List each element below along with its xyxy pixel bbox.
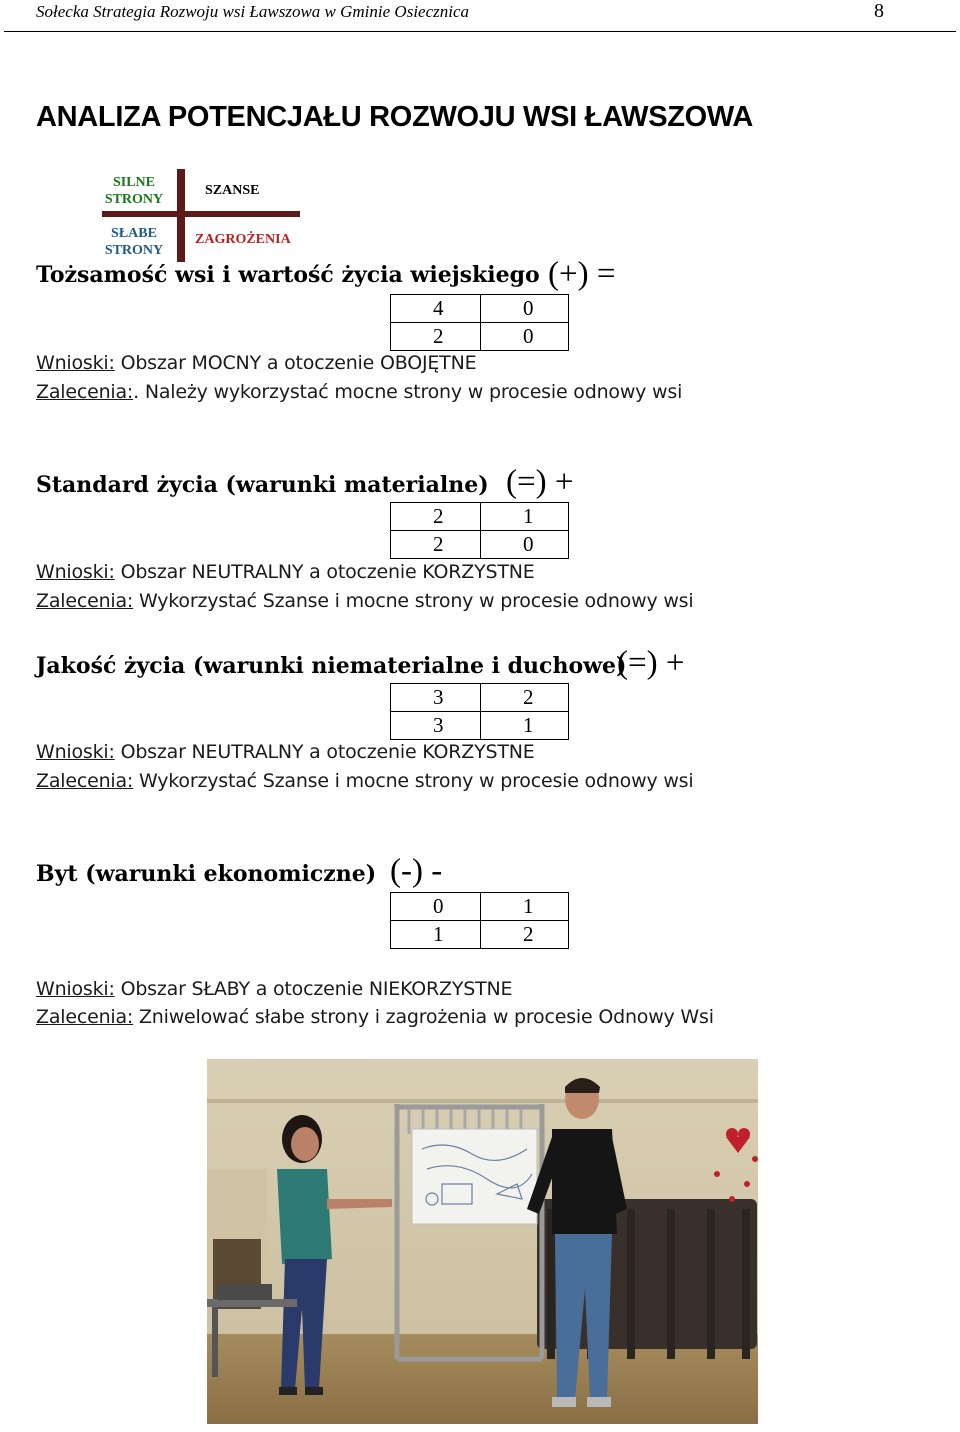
score-grid <box>390 502 569 559</box>
score-cell: 1 <box>481 503 569 531</box>
section-score-mark: (-) - <box>390 853 443 889</box>
page-number: 8 <box>874 0 884 22</box>
conclusions-line <box>36 352 476 374</box>
workshop-photo-illustration <box>207 1059 758 1424</box>
conclusions-label: Wnioski: <box>36 978 115 1000</box>
section-score-mark: (=) + <box>506 464 574 500</box>
score-cell: 2 <box>391 503 481 531</box>
score-cell: 0 <box>391 893 481 921</box>
legend-weaknesses: SŁABE STRONY <box>104 226 164 258</box>
score-grid <box>390 892 569 949</box>
header-rule <box>4 31 956 32</box>
workshop-photo <box>207 1059 758 1424</box>
score-cell: 0 <box>481 323 569 351</box>
section-score-mark: (=) + <box>617 645 685 681</box>
recommendations-text: Wykorzystać Szanse i mocne strony w procesie odnowy wsi <box>138 770 694 792</box>
conclusions-line <box>36 561 535 583</box>
score-cell: 0 <box>481 531 569 559</box>
conclusions-line <box>36 741 535 763</box>
conclusions-text: Obszar MOCNY a otoczenie OBOJĘTNE <box>120 352 477 374</box>
recommendations-line <box>36 381 682 403</box>
score-grid-row <box>391 295 569 323</box>
conclusions-label: Wnioski: <box>36 352 115 374</box>
score-grid-row <box>391 503 569 531</box>
conclusions-text: Obszar SŁABY a otoczenie NIEKORZYSTNE <box>120 978 513 1000</box>
section-score-mark: (+) = <box>548 256 616 292</box>
score-grid-row <box>391 921 569 949</box>
score-cell: 3 <box>391 684 481 712</box>
score-grid-row <box>391 684 569 712</box>
score-cell: 3 <box>391 712 481 740</box>
legend-threats: ZAGROŻENIA <box>195 232 291 247</box>
legend-strengths: SILNE STRONY <box>104 175 164 207</box>
conclusions-label: Wnioski: <box>36 741 115 763</box>
score-grid-row <box>391 712 569 740</box>
section-heading: Jakość życia (warunki niematerialne i duchowe) <box>36 653 627 679</box>
score-cell: 2 <box>481 684 569 712</box>
recommendations-text: . Należy wykorzystać mocne strony w procesie odnowy wsi <box>133 381 683 403</box>
section-heading: Standard życia (warunki materialne) <box>36 472 489 498</box>
score-grid-row <box>391 531 569 559</box>
recommendations-line <box>36 590 693 612</box>
legend-opportunities: SZANSE <box>205 183 260 198</box>
recommendations-label: Zalecenia: <box>36 770 134 792</box>
page-title: ANALIZA POTENCJAŁU ROZWOJU WSI ŁAWSZOWA <box>36 101 754 133</box>
recommendations-label: Zalecenia: <box>36 381 134 403</box>
score-grid <box>390 294 569 351</box>
conclusions-text: Obszar NEUTRALNY a otoczenie KORZYSTNE <box>120 741 535 763</box>
score-cell: 1 <box>481 893 569 921</box>
score-grid-row <box>391 893 569 921</box>
score-grid <box>390 683 569 740</box>
score-cell: 1 <box>391 921 481 949</box>
conclusions-label: Wnioski: <box>36 561 115 583</box>
score-cell: 1 <box>481 712 569 740</box>
recommendations-label: Zalecenia: <box>36 590 134 612</box>
recommendations-text: Zniwelować słabe strony i zagrożenia w procesie Odnowy Wsi <box>138 1006 714 1028</box>
score-grid-row <box>391 323 569 351</box>
score-cell: 2 <box>391 323 481 351</box>
recommendations-line <box>36 1006 714 1028</box>
conclusions-text: Obszar NEUTRALNY a otoczenie KORZYSTNE <box>120 561 535 583</box>
recommendations-text: Wykorzystać Szanse i mocne strony w procesie odnowy wsi <box>138 590 694 612</box>
running-header-title: Sołecka Strategia Rozwoju wsi Ławszowa w Gminie Osiecznica <box>36 2 470 21</box>
legend-cross-horizontal <box>102 211 300 217</box>
conclusions-line <box>36 978 512 1000</box>
score-cell: 0 <box>481 295 569 323</box>
section-heading: Byt (warunki ekonomiczne) <box>36 861 377 887</box>
recommendations-line <box>36 770 693 792</box>
score-cell: 4 <box>391 295 481 323</box>
section-heading: Tożsamość wsi i wartość życia wiejskiego <box>36 262 540 288</box>
score-cell: 2 <box>481 921 569 949</box>
recommendations-label: Zalecenia: <box>36 1006 134 1028</box>
score-cell: 2 <box>391 531 481 559</box>
